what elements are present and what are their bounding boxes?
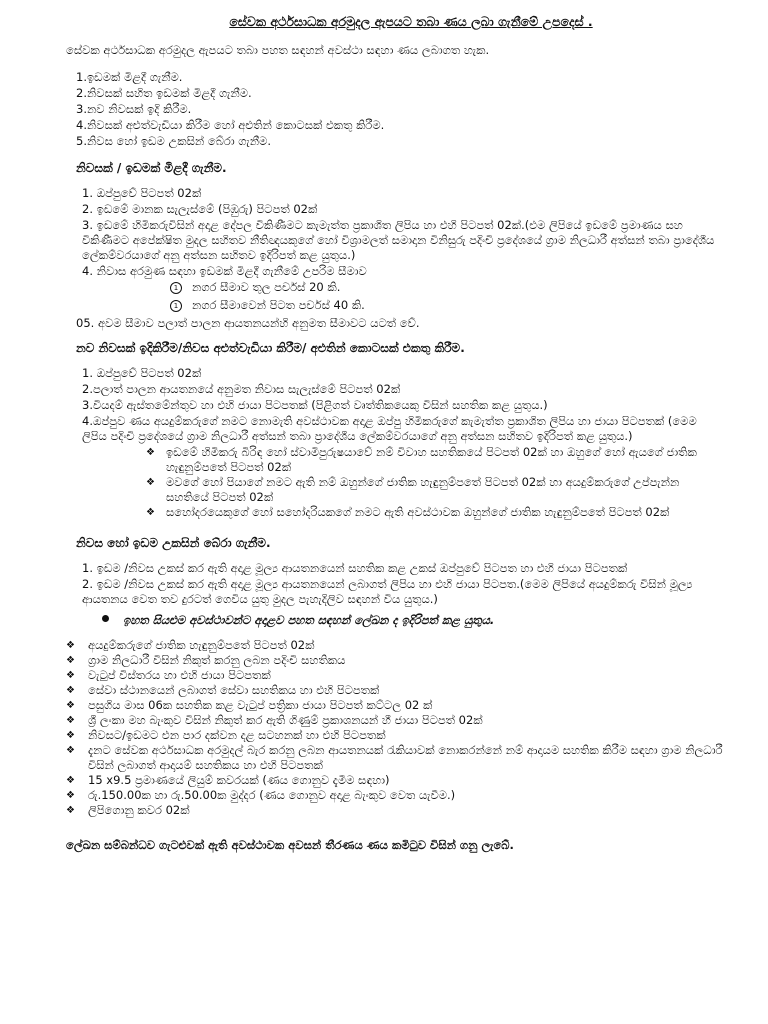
diamond-bullet-icon: ❖ [66, 655, 75, 666]
limit-list [170, 280, 724, 313]
list-item: ❖ ඉඩමේ හිමිකරු බිරිඳ හෝ ස්වාමිපුරුෂයාවේ නම් විවාහ සහතිකයේ පිටපත් 02ක් හා ඔහුගේ හෝ ඇයගේ ජාතික හැඳුනුම්පතේ පිටපත් 02ක් [146, 445, 697, 474]
list-item: ❖ රු.150.00ක හා රු.50.00ක මුද්දර (ණය ගොනුව අදාළ බැංකුව වෙත යැවීම.) [66, 788, 456, 802]
list-item: ❖ ලිපිගොනු කවර 02ක් [66, 803, 190, 817]
list-item: 2.පලාත් පාලන ආයතනයේ අනුමත නිවාස සැලැස්මේ පිටපත් 02ක් [82, 382, 401, 396]
section1-item5: 05. අවම සීමාව පලාත් පාලන ආයතනයන්හි අනුමත සීමාවට යටත් වේ. [76, 316, 420, 330]
list-item: ❖ නිවසට/ඉඩමට එන පාර දක්වන දළ සටහනක් හා එහි පිටපතක් [66, 728, 386, 742]
purpose-list [76, 70, 724, 149]
diamond-bullet-icon: ❖ [146, 477, 155, 488]
page-title: සේවක අර්ථසාධක අරමුදල ඇපයට තබා ණය ලබා ගැනීමේ උපදෙස් . [229, 14, 593, 29]
circle-bullet-icon: 1 [170, 282, 182, 294]
documents-note: ඉහත සියළුම අවස්ථාවන්ට අදාළව පහත සඳහන් ලේඛන ද ඉදිරිපත් කළ යුතුය. [102, 613, 724, 628]
list-item: ❖ මවගේ හෝ පියාගේ නමට ඇති නම් ඔහුන්ගේ ජාතික හැඳුනුම්පතේ පිටපත් 02ක් හා අයදුම්කරුගේ උප්පැන්න සහතියේ පිටපත් 02ක් [146, 475, 680, 504]
list-item: 3. ඉඩමේ හිමිකරුවිසින් අදාළ දේපල විකිණීමට කැමැත්ත ප්‍රකාශිත ලිපිය හා එහි පිටපත් 02ක්.(එම ලිපියේ ඉඩමේ ප්‍රමාණය සහ විකිණීමට අපේක්ෂිත මුදල සහිතව නීතිඥයකුගේ හෝ විශ්‍රාමලත් සමාදාන විනිසුරු පදිංචි ප්‍රදේශයේ ග්‍රාම නිලධාරී අත්සන් තබා ප්‍රාදේශීය ලේකම්වරයාගේ අනු අත්සන සහිතව ඉදිරිපත් කළ යුතුය.) [82, 218, 715, 262]
list-item: 5.නිවස හෝ ඉඩම උකසින් බේරා ගැනීම. [76, 134, 271, 148]
list-item: 3.වියදම් ඇස්තමේන්තුව හා එහි ජායා පිටපතක් (පිළිගත් වෘත්තිකයෙකු විසින් සහතික කළ යුතුය.) [82, 398, 548, 412]
list-item: ❖ ශ්‍රී ලංකා මහ බැංකුව විසින් නිකුත් කර ඇති ගිණුම් ප්‍රකාශනයන් හී ජායා පිටපත් 02ක් [66, 713, 483, 727]
section3-list [82, 561, 724, 607]
diamond-bullet-icon: ❖ [146, 507, 155, 518]
section2-bullets [144, 445, 724, 520]
section3-body [82, 561, 724, 607]
list-item: 1 නගර සීමාව තුල පර්චස් 20 කි. [170, 280, 724, 295]
list-item: 4.ඔප්පුව ණය අයදුම්කරුගේ නමට නොමැති අවස්ථාවක අදාළ ඔප්පු හිමිකරුගේ කැමැත්ත ප්‍රකාශිත ලිපිය හා ජායා පිටපතක් (මෙම ලිපිය පදිංචි ප්‍රදේශයේ ග්‍රාම නිලධාරී අත්සන් තබා ප්‍රාදේශීය ලේකම්වරයාගේ අනු අත්සන සහිතව ඉදිරිපත් කළ යුතුය.) [82, 414, 697, 443]
list-item: 2.නිවසක් සහිත ඉඩමක් මිළදී ගැනීම. [76, 86, 252, 100]
circle-bullet-icon: 1 [170, 300, 182, 312]
list-item: ❖ ග්‍රාම නිලධාරී විසින් නිකුත් කරනු ලබන පදිංචි සහතිකය [66, 653, 346, 667]
diamond-bullet-icon: ❖ [66, 745, 75, 756]
list-item: 2. ඉඩමේ මානක සැලැස්මේ (පිඹුරු) පිටපත් 02ක් [82, 202, 318, 216]
list-item: ❖ දැනට සේවක අර්ථසාධක අරමුදල් බැර කරනු ලබන ආයතනයක් රැකියාවක් නොකරන්නේ නම් ආදායම සහතික කිරීම සඳහා ග්‍රාම නිලධාරී විසින් ලබාගත් ආදායම් සහතිකය හා එහි පිටපතක් [66, 743, 723, 772]
list-item: ❖ 15 x9.5 ප්‍රමාණයේ ලියුම් කවරයක් (ණය ගොනුව දැමීම සඳහා) [66, 773, 390, 787]
diamond-bullet-icon: ❖ [66, 640, 75, 651]
section1-list [82, 186, 724, 279]
list-item: 1 නගර සීමාවෙන් පිටත පර්චස් 40 කි. [170, 298, 724, 313]
list-item: ❖ පසුගිය මාස 06ක සහතික කළ වැටුප් පත්‍රිකා ජායා පිටපත් කට්ටල 02 ක් [66, 698, 433, 712]
list-item: 1. ඉඩම /නිවස උකස් කර ඇති අදාළ මූල්‍ය ආයතනයෙන් සහතික කළ උකස් ඔප්පුවේ පිටපත හා එහි ජායා පිටපතක් [82, 561, 628, 575]
list-item: 1. ඔප්පුවේ පිටපත් 02ක් [82, 186, 202, 200]
final-note: ලේඛන සම්බන්ධව ගැටළුවක් ඇති අවස්ථාවක අවසන් තීරණය ණය කමිටුව විසින් ගනු ලැබේ. [66, 838, 514, 852]
list-item: 1. ඔප්පුවේ පිටපත් 02ක් [82, 366, 202, 380]
section1-body [82, 186, 724, 313]
diamond-bullet-icon: ❖ [146, 447, 155, 458]
list-item: 2. ඉඩම /නිවස උකස් කර ඇති අදාළ මූල්‍ය ආයතනයෙන් ලබාගත් ලිපිය හා එහි ජායා පිටපත.(මෙම ලිපියේ අයදුම්කරු විසින් මූල්‍ය ආයතනය වෙත තව දුරටත් ගෙවිය යුතු මුදල පැහැදිලිව සඳහන් විය යුතුය.) [82, 577, 693, 606]
section2-heading: නව නිවසක් ඉදිකිරීම/නිවස අළුත්වැඩියා කිරීම/ අළුතින් කොටසක් එකතු කිරීම. [76, 341, 465, 355]
list-item: 4.නිවසක් අළුත්වැඩියා කිරීම හෝ අළුතින් කොටසක් එකතු කිරීම. [76, 118, 385, 132]
section2-body [82, 366, 724, 520]
list-item: ❖ අයදුම්කරුගේ ජාතික හැඳුනුම්පතේ පිටපත් 02ක් [66, 638, 315, 652]
diamond-bullet-icon: ❖ [66, 790, 75, 801]
list-item: ❖ සේවා ස්ථානයෙන් ලබාගත් සේවා සහතිකය හා එහි පිටපතක් [66, 683, 380, 697]
list-item: 4. නිවාස අරමුණ සඳහා ඉඩමක් මිළදී ගැනීමේ උපරිම සීමාව [82, 264, 367, 278]
section3-heading: නිවස හෝ ඉඩම උකසින් බේරා ගැනීම. [76, 536, 271, 550]
list-item: ❖ සහෝදරයෙකුගේ හෝ සහෝදරියකගේ නමට ඇති අවස්ථාවක ඔහුන්ගේ ජාතික හැඳුනුම්පතේ පිටපත් 02ක් [146, 505, 670, 519]
diamond-bullet-icon: ❖ [66, 730, 75, 741]
section2-list [82, 366, 724, 444]
diamond-bullet-icon: ❖ [66, 805, 75, 816]
diamond-bullet-icon: ❖ [66, 670, 75, 681]
diamond-bullet-icon: ❖ [66, 715, 75, 726]
intro-text: සේවක අර්ථසාධක අරමුදල ඇපයට තබා පහත සඳහන් අවස්ථා සඳහා ණය ලබාගත හැක. [66, 43, 490, 57]
diamond-bullet-icon: ❖ [66, 685, 75, 696]
section1-heading: නිවසක් / ඉඩමක් මිළදී ගැනීම. [76, 161, 227, 175]
list-item: 1.ඉඩමක් මිළදී ගැනීම. [76, 70, 183, 84]
diamond-bullet-icon: ❖ [66, 775, 75, 786]
list-item: 3.නව නිවසක් ඉදි කිරීම. [76, 102, 192, 116]
required-documents-list [64, 638, 724, 818]
diamond-bullet-icon: ❖ [66, 700, 75, 711]
list-item: ❖ වැටුප් විස්තරය හා එහි ජායා පිටපතක් [66, 668, 271, 682]
bullet-dot-icon [102, 615, 109, 622]
